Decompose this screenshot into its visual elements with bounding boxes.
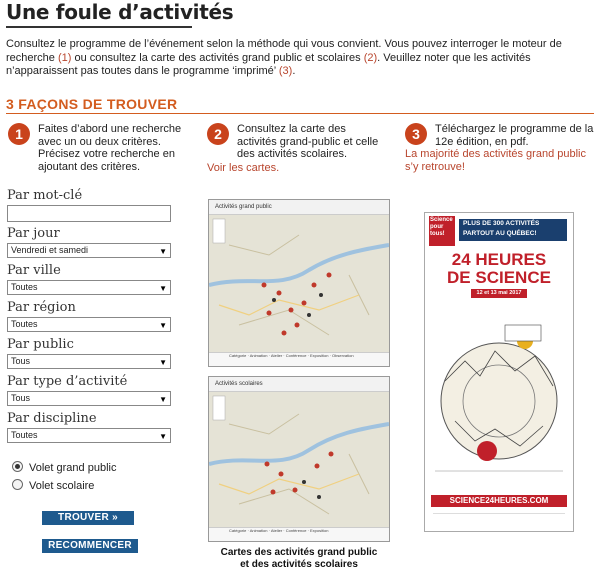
step-text-3: Téléchargez le programme de la 12e édition, en pdf. — [435, 123, 594, 148]
region-select[interactable] — [7, 317, 171, 332]
map-image — [209, 215, 389, 367]
science-pour-tous-logo — [429, 216, 455, 246]
program-pdf-link[interactable]: La majorité des activités grand public s’y retrouve! — [405, 148, 586, 173]
keyword-input[interactable] — [7, 205, 171, 222]
day-select-value: Vendredi et samedi — [11, 245, 89, 255]
view-maps-link[interactable]: Voir les cartes. — [207, 161, 280, 174]
logo-text-top: Science — [430, 217, 453, 223]
map-legend: Catégorie · Animation · Atelier · Conférence · Exposition · Observation — [209, 352, 389, 366]
maps-caption-line-1: Cartes des activités grand public — [220, 547, 378, 558]
step-number-3: 3 — [405, 123, 427, 145]
poster-banner — [459, 219, 567, 241]
step-text-2: Consultez la carte des activités grand-public et celle des activités scolaires. — [237, 123, 379, 160]
poster-headline — [429, 251, 569, 287]
maps-caption — [206, 547, 392, 571]
poster-url: SCIENCE24HEURES.COM — [431, 495, 567, 507]
chevron-down-icon: ▼ — [159, 321, 167, 330]
legend-item: Exposition — [309, 528, 329, 533]
section-title: 3 FAÇONS DE TROUVER — [6, 96, 178, 112]
section-divider — [6, 113, 594, 114]
legend-item: Catégorie — [229, 353, 247, 358]
radio-general-public[interactable] — [12, 461, 116, 474]
region-select-value: Toutes — [11, 319, 38, 329]
day-select[interactable] — [7, 243, 171, 258]
intro-text-d: . — [292, 65, 296, 77]
maps-caption-line-2: et des activités scolaires — [240, 559, 358, 570]
legend-item: Exposition — [309, 353, 329, 358]
chevron-down-icon: ▼ — [159, 432, 167, 441]
radio-school-label: Volet scolaire — [29, 480, 95, 492]
legend-item: Atelier — [270, 528, 283, 533]
intro-ref-3: (3) — [278, 65, 293, 77]
discipline-label: Par discipline — [7, 411, 97, 426]
legend-item: Animation — [249, 353, 268, 358]
day-label: Par jour — [7, 226, 60, 241]
step-2 — [207, 123, 387, 174]
step-3 — [405, 123, 595, 173]
activity-type-select[interactable] — [7, 391, 171, 406]
discipline-select[interactable] — [7, 428, 171, 443]
audience-label: Par public — [7, 337, 74, 352]
legend-item: Animation — [249, 528, 268, 533]
intro-paragraph — [6, 38, 594, 79]
banner-line-2: PARTOUT AU QUÉBEC! — [463, 230, 537, 237]
chevron-down-icon: ▼ — [159, 358, 167, 367]
keyword-label: Par mot-clé — [7, 188, 83, 203]
legend-item: Conférence — [285, 353, 307, 358]
city-select[interactable] — [7, 280, 171, 295]
radio-unselected-icon — [12, 479, 23, 490]
intro-ref-1: (1) — [57, 51, 72, 64]
poster-headline-2: DE SCIENCE — [447, 268, 551, 287]
logo-text-bottom: pour tous! — [430, 224, 445, 237]
step-number-2: 2 — [207, 123, 229, 145]
map-legend: Catégorie · Animation · Atelier · Conférence · Exposition — [209, 527, 389, 541]
chevron-down-icon: ▼ — [159, 395, 167, 404]
intro-ref-2: (2) — [363, 51, 378, 64]
audience-select[interactable] — [7, 354, 171, 369]
page-title: Une foule d’activités — [6, 0, 234, 24]
map-header: Activités scolaires — [209, 377, 389, 392]
chevron-down-icon: ▼ — [159, 284, 167, 293]
step-1 — [8, 123, 193, 173]
legend-item: Conférence — [285, 528, 307, 533]
reset-button[interactable]: RECOMMENCER — [42, 539, 138, 553]
school-map[interactable] — [208, 376, 390, 542]
legend-item: Catégorie — [229, 528, 247, 533]
sponsor-logos — [433, 513, 565, 526]
find-button[interactable]: TROUVER » — [42, 511, 134, 525]
step-text-1: Faites d’abord une recherche avec un ou deux critères. Précisez votre recherche en ajoutant des critères. — [38, 123, 182, 173]
map-image — [209, 392, 389, 542]
city-select-value: Toutes — [11, 282, 38, 292]
radio-general-public-label: Volet grand public — [29, 462, 117, 474]
title-divider — [6, 26, 192, 28]
audience-select-value: Tous — [11, 356, 31, 366]
intro-text-a: Consultez le programme de l’événement selon la méthode qui vous convient. Vous pouvez interroger le moteur de recherche — [6, 38, 562, 64]
radio-school[interactable] — [12, 479, 94, 492]
intro-text-b: ou consultez la carte des activités grand public et scolaires — [71, 51, 364, 64]
map-header: Activités grand public — [209, 200, 389, 215]
legend-item: Atelier — [270, 353, 283, 358]
step-number-1: 1 — [8, 123, 30, 145]
poster-dates: 12 et 13 mai 2017 — [471, 289, 527, 298]
discipline-select-value: Toutes — [11, 430, 38, 440]
program-poster[interactable] — [424, 212, 574, 532]
legend-item: Observation — [332, 353, 354, 358]
activity-type-select-value: Tous — [11, 393, 31, 403]
chevron-down-icon: ▼ — [159, 247, 167, 256]
region-label: Par région — [7, 300, 76, 315]
activity-type-label: Par type d’activité — [7, 374, 128, 389]
poster-headline-1: 24 HEURES — [451, 250, 547, 269]
banner-line-1: PLUS DE 300 ACTIVITÉS — [463, 220, 540, 227]
city-label: Par ville — [7, 263, 61, 278]
poster-illustration — [425, 301, 573, 501]
intro-text-c: . Veuillez noter que les activités n’apparaissent pas toutes dans le programme ‘imprimé’ — [6, 51, 531, 77]
general-public-map[interactable] — [208, 199, 390, 367]
radio-selected-icon — [12, 461, 23, 472]
